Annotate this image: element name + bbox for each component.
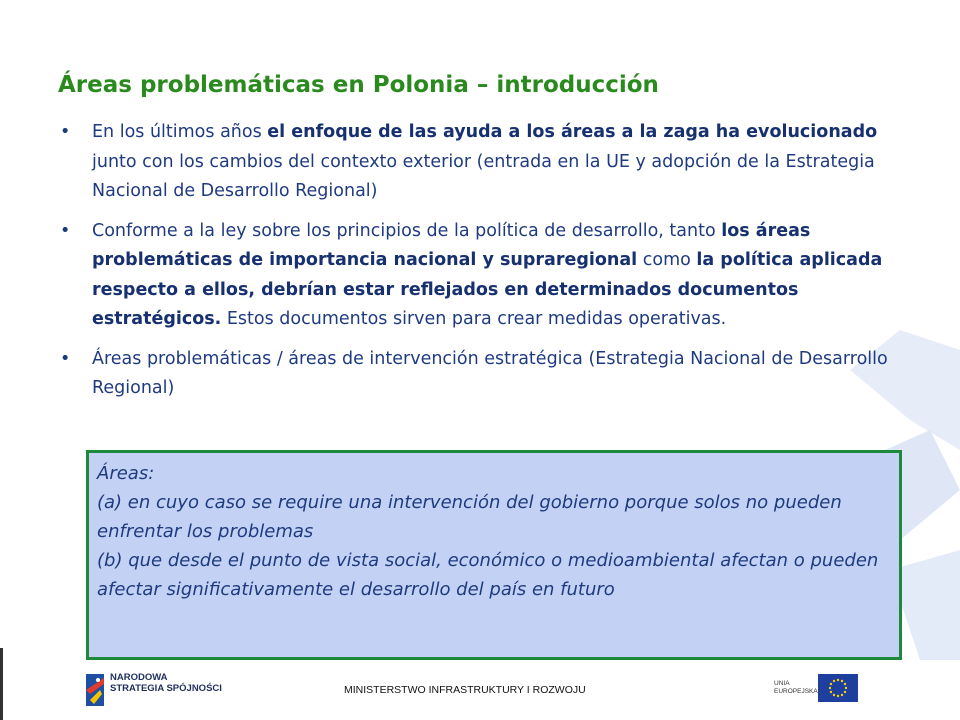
bullet-list — [58, 118, 918, 414]
bullet-dot-icon: • — [60, 220, 71, 241]
slide-title: Áreas problemáticas en Polonia – introducción — [58, 72, 659, 98]
box-item-b: (b) que desde el punto de vista social, económico o medioambiental afectan o pueden afectar significativamente el desarrollo del país en futuro — [97, 550, 879, 600]
eu-flag-icon — [818, 674, 858, 702]
bullet-text: Áreas problemáticas / áreas de intervención estratégica (Estrategia Nacional de Desarrollo Regional) — [92, 348, 888, 398]
bullet-dot-icon: • — [60, 348, 71, 369]
bullet-text-bold: la política aplicada respecto a ellos, debrían estar reflejados en determinados documentos estratégicos. — [92, 250, 883, 329]
strategy-logo-icon — [82, 670, 108, 710]
strategy-logo-line: STRATEGIA SPÓJNOŚCI — [110, 683, 222, 694]
bullet-text: junto con los cambios del contexto exterior (entrada en la UE y adopción de la Estrategia Nacional de Desarrollo Regional) — [92, 151, 875, 201]
ministry-name: MINISTERSTWO INFRASTRUKTURY I ROZWOJU — [344, 684, 586, 696]
bullet-item — [58, 118, 918, 207]
box-item-a: (a) en cuyo caso se require una intervención del gobierno porque solos no pueden enfrentar los problemas — [97, 492, 842, 542]
bullet-text-bold: el enfoque de las ayuda a los áreas a la zaga ha evolucionado — [267, 122, 878, 142]
left-edge-bar — [0, 648, 3, 720]
box-heading: Áreas: — [97, 463, 155, 484]
eu-logo-line: EUROPEJSKA — [774, 688, 818, 695]
strategy-logo-line: NARODOWA — [110, 672, 168, 683]
strategy-logo-text — [110, 672, 222, 694]
eu-logo-line: UNIA — [774, 680, 790, 687]
bullet-item — [58, 345, 918, 404]
bullet-item — [58, 217, 918, 335]
bullet-text-bold: los áreas problemáticas de importancia nacional y supraregional — [92, 220, 811, 270]
bullet-text: Estos documentos sirven para crear medidas operativas. — [221, 309, 727, 329]
bullet-text: En los últimos años — [92, 122, 268, 142]
bullet-dot-icon: • — [60, 122, 71, 142]
eu-logo-text — [774, 680, 818, 696]
definition-box — [86, 450, 902, 660]
bullet-text: como — [637, 250, 697, 270]
bullet-text: Conforme a la ley sobre los principios de la política de desarrollo, tanto — [92, 220, 722, 241]
